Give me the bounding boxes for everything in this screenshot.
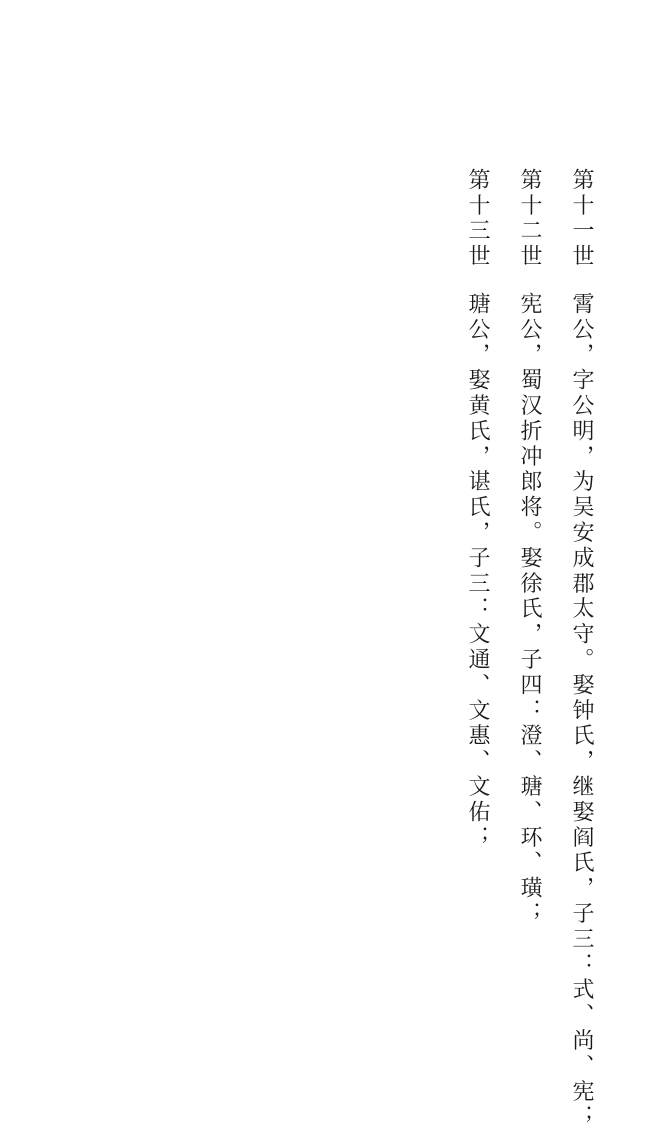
generation-entry: 霄公，字公明，为吴安成郡太守。娶钟氏，继娶阎氏，子三：式、尚、宪； xyxy=(569,292,594,1130)
generation-label: 第十二世 xyxy=(517,168,542,270)
generation-label: 第十三世 xyxy=(465,168,490,270)
generation-entry: 瑭公，娶黄氏，谌氏，子三：文通、文惠、文佑； xyxy=(465,292,490,851)
generation-label: 第十一世 xyxy=(569,168,594,270)
generation-entry: 宪公，蜀汉折冲郎将。娶徐氏，子四：澄、瑭、环、璜； xyxy=(517,292,542,927)
